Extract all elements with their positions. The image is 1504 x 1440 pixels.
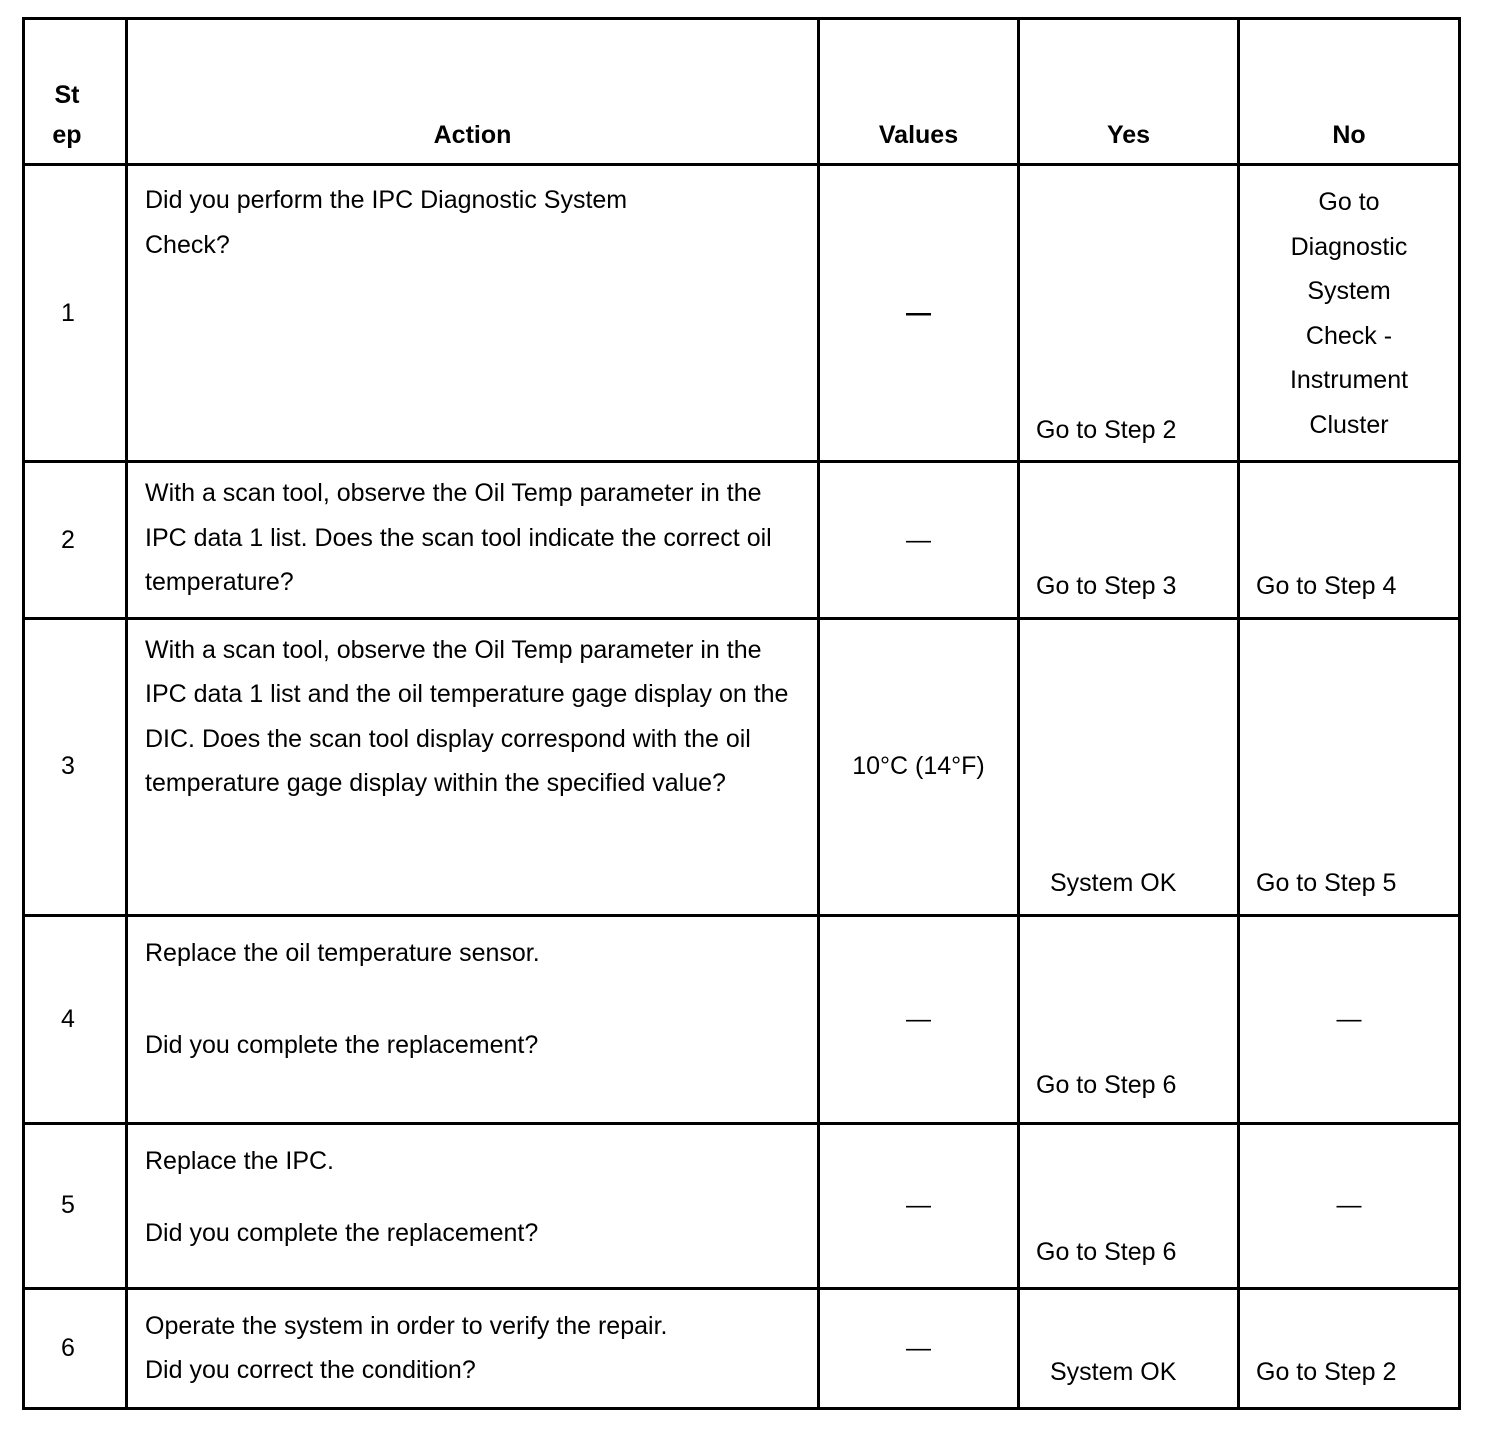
yes-cell: Go to Step 3 [1019,462,1239,619]
step-number: 4 [24,915,127,1123]
no-cell: Go to Diagnostic System Check - Instrument Cluster [1239,165,1460,462]
diagnostic-table [22,17,1461,1410]
action-text [127,1123,819,1288]
action-text: With a scan tool, observe the Oil Temp parameter in the IPC data 1 list and the oil temperature gage display on the DIC. Does the scan tool display correspond with the oil temperature gage display within the specified value? [127,618,819,915]
no-cell: Go to Step 2 [1239,1288,1460,1408]
no-cell: Go to Step 5 [1239,618,1460,915]
yes-cell: System OK [1019,618,1239,915]
header-action: Action [127,19,819,165]
step-number: 1 [24,165,127,462]
action-instruction: Operate the system in order to verify the repair. [145,1311,668,1340]
header-values: Values [819,19,1019,165]
no-cell: Go to Step 4 [1239,462,1460,619]
values-cell: — [819,165,1019,462]
header-no: No [1239,19,1460,165]
table-row [24,1123,1460,1288]
header-step: St ep [24,19,127,165]
table-row [24,915,1460,1123]
step-number: 5 [24,1123,127,1288]
values-cell: — [819,1288,1019,1408]
action-question: Did you complete the replacement? [145,1219,539,1247]
values-cell: — [819,462,1019,619]
values-cell: 10°C (14°F) [819,618,1019,915]
table-row [24,618,1460,915]
table-row [24,462,1460,619]
action-text: With a scan tool, observe the Oil Temp parameter in the IPC data 1 list. Does the scan tool indicate the correct oil temperature? [127,462,819,619]
yes-cell: Go to Step 2 [1019,165,1239,462]
yes-cell: Go to Step 6 [1019,915,1239,1123]
action-text: Did you perform the IPC Diagnostic System Check? [127,165,819,462]
no-cell: — [1239,915,1460,1123]
step-number: 6 [24,1288,127,1408]
table-row [24,1288,1460,1408]
step-number: 2 [24,462,127,619]
yes-cell: System OK [1019,1288,1239,1408]
action-question: Did you correct the condition? [145,1356,476,1384]
table-row [24,165,1460,462]
step-number: 3 [24,618,127,915]
action-text [127,915,819,1123]
no-cell: — [1239,1123,1460,1288]
action-instruction: Replace the IPC. [145,1146,334,1175]
action-instruction: Replace the oil temperature sensor. [145,938,540,967]
action-text [127,1288,819,1408]
table-header-row [24,19,1460,165]
yes-cell: Go to Step 6 [1019,1123,1239,1288]
header-yes: Yes [1019,19,1239,165]
action-question: Did you complete the replacement? [145,1031,539,1059]
values-cell: — [819,1123,1019,1288]
values-cell: — [819,915,1019,1123]
